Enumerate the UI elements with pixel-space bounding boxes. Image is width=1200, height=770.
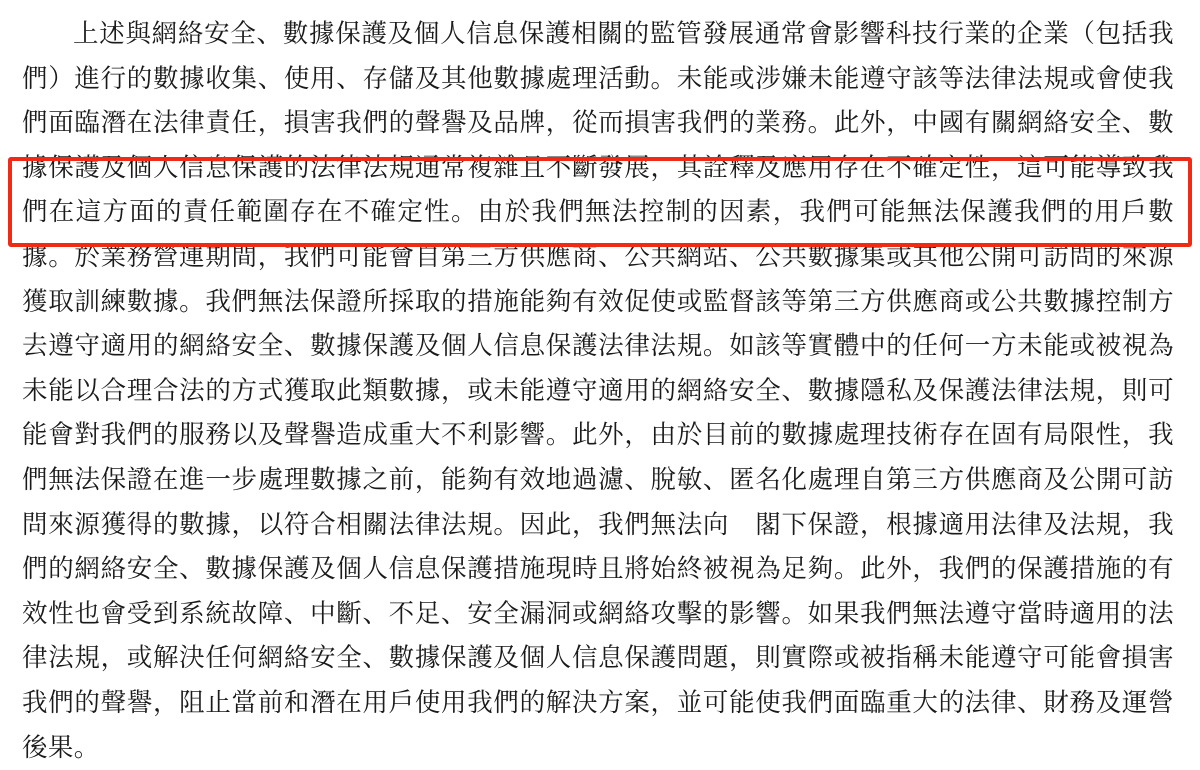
body-paragraph: 上述與網絡安全、數據保護及個人信息保護相關的監管發展通常會影響科技行業的企業（包括我們）進行的數據收集、使用、存儲及其他數據處理活動。未能或涉嫌未能遵守該等法律法規或會使我們面臨潛在法律責任，損害我們的聲譽及品牌，從而損害我們的業務。此外，中國有關網絡安全、數據保護及個人信息保護的法律法規通常複雜且不斷發展，其詮釋及應用存在不確定性，這可能導致我們在這方面的責任範圍存在不確定性。由於我們無法控制的因素，我們可能無法保護我們的用戶數據。於業務營運期間，我們可能會自第三方供應商、公共網站、公共數據集或其他公開可訪問的來源獲取訓練數據。我們無法保證所採取的措施能夠有效促使或監督該等第三方供應商或公共數據控制方去遵守適用的網絡安全、數據保護及個人信息保護法律法規。如該等實體中的任何一方未能或被視為未能以合理合法的方式獲取此類數據，或未能遵守適用的網絡安全、數據隱私及保護法律法規，則可能會對我們的服務以及聲譽造成重大不利影響。此外，由於目前的數據處理技術存在固有局限性，我們無法保證在進一步處理數據之前，能夠有效地過濾、脫敏、匿名化處理自第三方供應商及公開可訪問來源獲得的數據，以符合相關法律法規。因此，我們無法向 閣下保證，根據適用法律及法規，我們的網絡安全、數據保護及個人信息保護措施現時且將始終被視為足夠。此外，我們的保護措施的有效性也會受到系統故障、中斷、不足、安全漏洞或網絡攻擊的影響。如果我們無法遵守當時適用的法律法規，或解決任何網絡安全、數據保護及個人信息保護問題，則實際或被指稱未能遵守可能會損害我們的聲譽，阻止當前和潛在用戶使用我們的解決方案，並可能使我們面臨重大的法律、財務及運營後果。 [22, 19, 1174, 763]
